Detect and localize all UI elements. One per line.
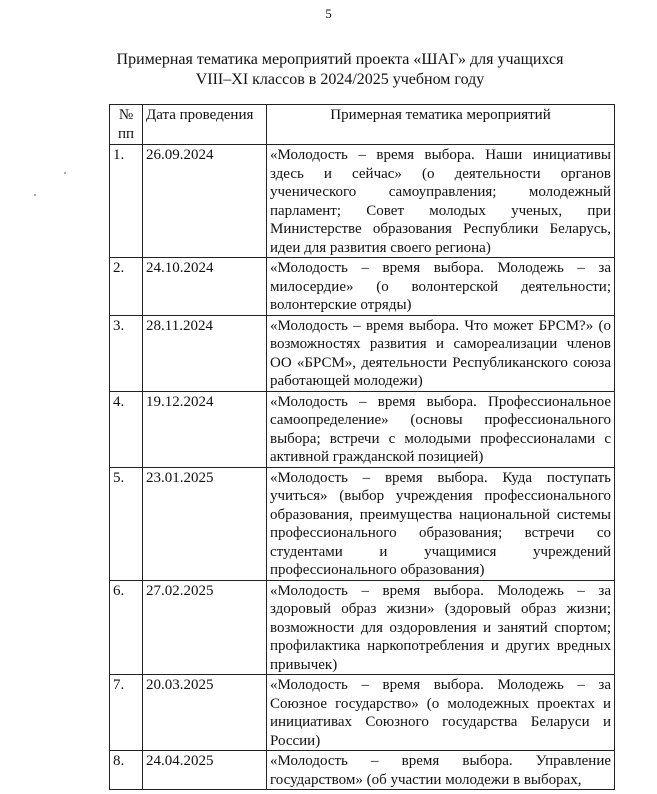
row-topic: «Молодость – время выбора. Куда поступать учиться» (выбор учреждения профессионального образования, преимущества национальной системы профессионального образования; встречи со студентами и учащимися учреждений профессионального образования) (267, 467, 615, 580)
row-num: 4. (110, 391, 143, 467)
row-num: 3. (110, 315, 143, 391)
row-date: 24.04.2025 (143, 751, 267, 790)
header-topic: Примерная тематика мероприятий (267, 105, 615, 145)
row-num: 5. (110, 467, 143, 580)
page-number: 5 (325, 6, 332, 21)
events-table (109, 104, 615, 790)
row-date: 28.11.2024 (143, 315, 267, 391)
row-topic: «Молодость – время выбора. Молодежь – за здоровый образ жизни» (здоровый образ жизни; возможности для оздоровления и занятий спортом; профилактика наркопотребления и других вредных привычек) (267, 580, 615, 675)
row-topic: «Молодость – время выбора. Профессиональное самоопределение» (основы профессионального выбора; встречи с молодыми профессионалами с активной гражданской позицией) (267, 391, 615, 467)
title-line-1: Примерная тематика мероприятий проекта «ШАГ» для учащихся (116, 51, 564, 68)
row-date: 24.10.2024 (143, 258, 267, 316)
table-row (110, 315, 615, 391)
scan-speck (64, 172, 66, 174)
row-topic: «Молодость – время выбора. Наши инициативы здесь и сейчас» (о деятельности органов ученического самоуправления; молодежный парламент; Совет молодых ученых, при Министерстве образования Республики Беларусь, идеи для развития своего региона) (267, 145, 615, 258)
table-row (110, 751, 615, 790)
table-row (110, 391, 615, 467)
row-date: 20.03.2025 (143, 675, 267, 751)
header-date: Дата проведения (143, 105, 267, 145)
table-row (110, 467, 615, 580)
scan-speck (34, 194, 36, 196)
row-num: 8. (110, 751, 143, 790)
row-num: 7. (110, 675, 143, 751)
row-date: 23.01.2025 (143, 467, 267, 580)
title-line-2: VIII–XI классов в 2024/2025 учебном году (195, 71, 485, 88)
table-header-row (110, 105, 615, 145)
row-date: 19.12.2024 (143, 391, 267, 467)
row-topic: «Молодость – время выбора. Молодежь – за Союзное государство» (о молодежных проектах и инициативах Союзного государства Беларуси и России) (267, 675, 615, 751)
row-num: 1. (110, 145, 143, 258)
row-num: 2. (110, 258, 143, 316)
table-row (110, 145, 615, 258)
table-row (110, 258, 615, 316)
table-row (110, 675, 615, 751)
row-topic: «Молодость – время выбора. Что может БРСМ?» (о возможностях развития и самореализации членов ОО «БРСМ», деятельности Республиканского союза работающей молодежи) (267, 315, 615, 391)
header-num: № пп (110, 105, 143, 145)
row-num: 6. (110, 580, 143, 675)
row-date: 27.02.2025 (143, 580, 267, 675)
document-title (60, 50, 620, 90)
row-topic: «Молодость – время выбора. Молодежь – за милосердие» (о волонтерской деятельности; волонтерские отряды) (267, 258, 615, 316)
table-row (110, 580, 615, 675)
row-topic: «Молодость – время выбора. Управление государством» (об участии молодежи в выборах, (267, 751, 615, 790)
row-date: 26.09.2024 (143, 145, 267, 258)
